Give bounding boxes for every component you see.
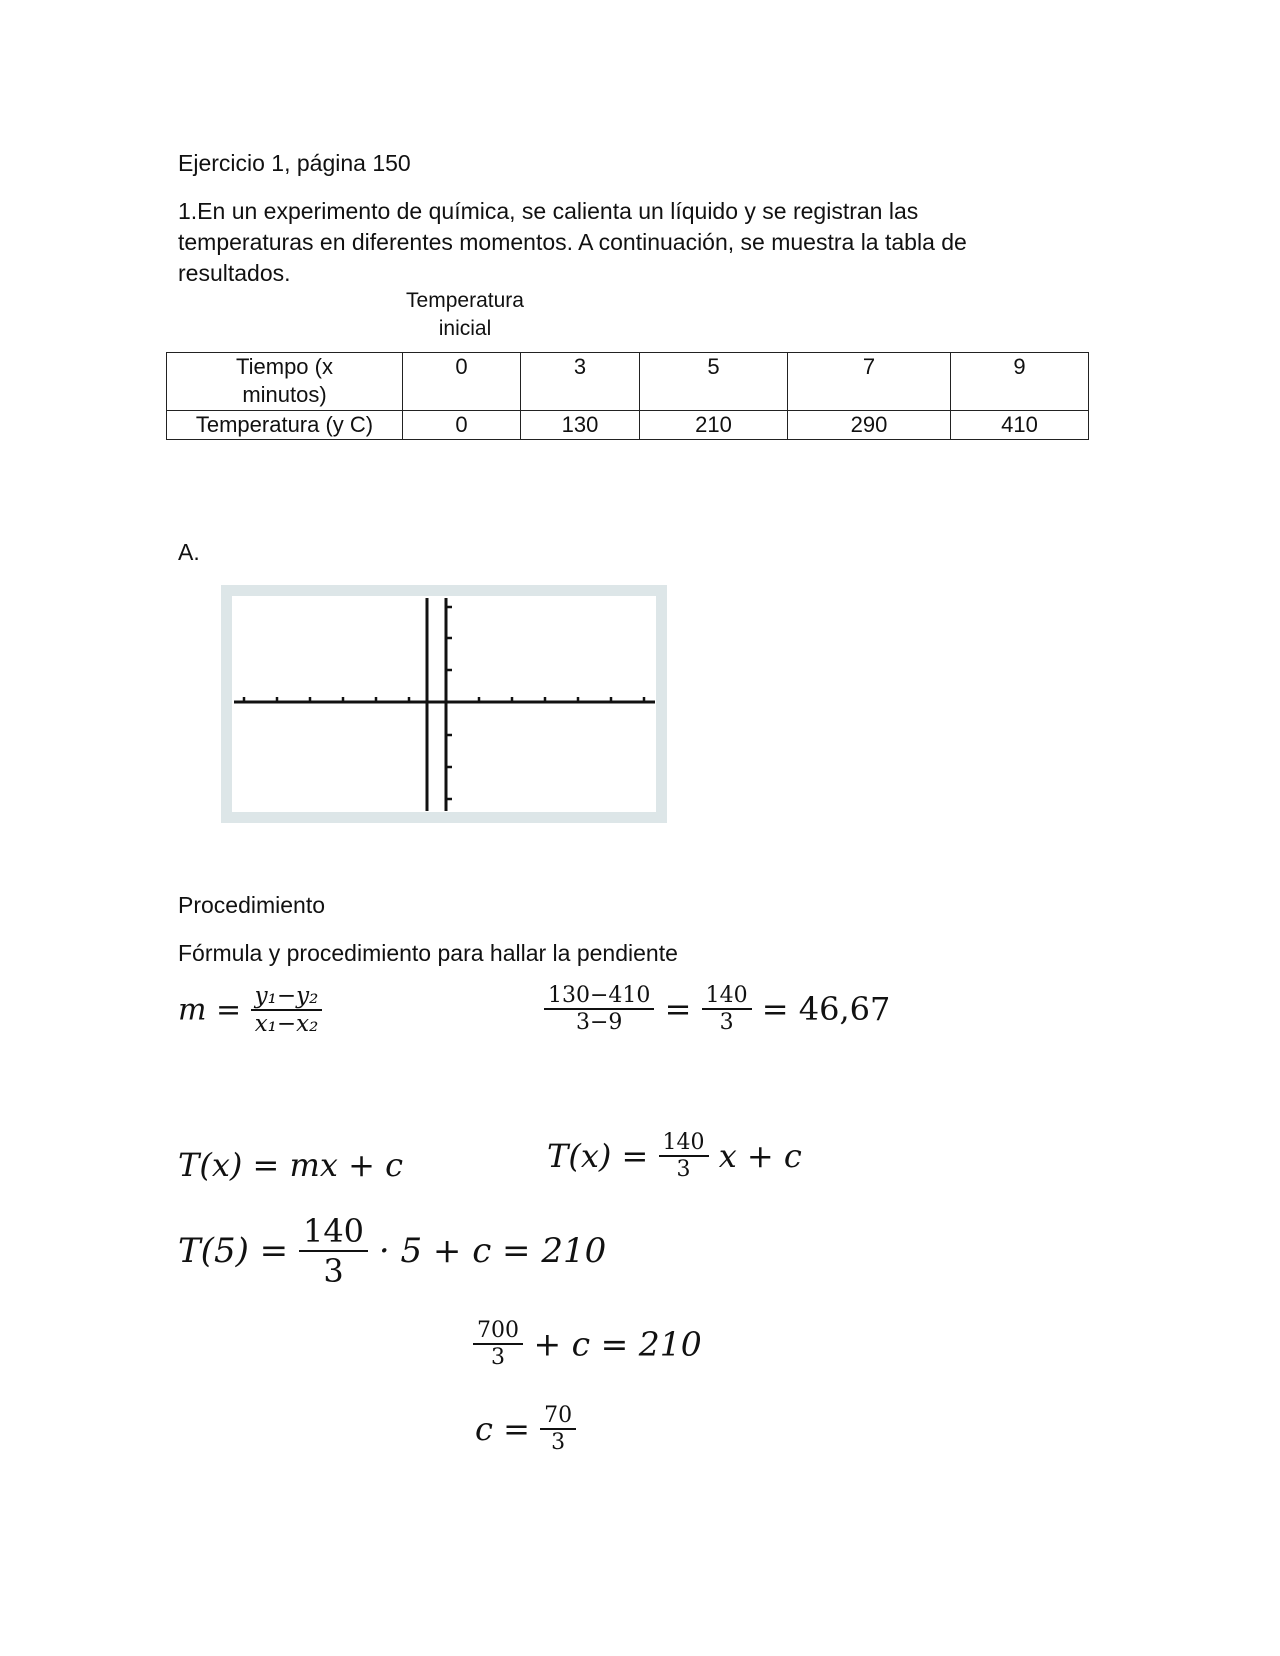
- table-note: [395, 287, 535, 343]
- t5-numerator: 140: [299, 1212, 368, 1252]
- slope-formula: [178, 983, 322, 1037]
- calc-fraction-1: [544, 983, 654, 1035]
- table-cell: 3: [521, 353, 640, 411]
- time-label-line-2: minutos): [242, 382, 327, 407]
- tx-denominator: 3: [676, 1157, 691, 1182]
- step-700: [473, 1318, 702, 1370]
- page-heading: Ejercicio 1, página 150: [178, 150, 411, 176]
- graph-area: [232, 596, 656, 812]
- table-cell: 290: [788, 411, 951, 440]
- tx-rhs: x + c: [718, 1137, 802, 1175]
- calc-denominator-2: 3: [719, 1010, 734, 1035]
- table-cell: 0: [403, 411, 521, 440]
- table-cell-time-label: [167, 353, 403, 411]
- graph-image: [221, 585, 667, 823]
- table-note-line-1: Temperatura: [406, 289, 524, 312]
- c-denominator: 3: [551, 1430, 566, 1455]
- calc-denominator-1: 3−9: [575, 1010, 623, 1035]
- table-row-temperature: [167, 411, 1089, 440]
- linear-model: T(x) = mx + c: [178, 1146, 403, 1184]
- problem-line-2: temperaturas en diferentes momentos. A continuación, se muestra la tabla de: [178, 229, 967, 255]
- tx-fraction: [659, 1130, 709, 1182]
- c-fraction: [540, 1403, 576, 1455]
- step-700-numerator: 700: [473, 1318, 523, 1345]
- slope-numerator: y₁−y₂: [251, 983, 323, 1011]
- table-cell: 5: [640, 353, 788, 411]
- step-700-denominator: 3: [491, 1345, 505, 1370]
- tx-numerator: 140: [659, 1130, 709, 1157]
- table-row-time: [167, 353, 1089, 411]
- t5-denominator: 3: [323, 1252, 344, 1290]
- t5-fraction: [299, 1212, 368, 1290]
- results-table: [166, 352, 1089, 440]
- problem-line-3: resultados.: [178, 260, 291, 286]
- table-note-line-2: inicial: [438, 317, 492, 340]
- c-lhs: c =: [475, 1410, 530, 1448]
- t5-rhs: · 5 + c = 210: [378, 1231, 607, 1271]
- calc-result: = 46,67: [761, 990, 891, 1028]
- table-cell: 9: [951, 353, 1089, 411]
- step-700-rhs: + c = 210: [533, 1324, 702, 1364]
- calc-fraction-2: [702, 983, 752, 1035]
- calc-equals: =: [664, 990, 692, 1028]
- section-a-label: A.: [178, 539, 200, 565]
- t5-equation: [178, 1212, 606, 1290]
- slope-lhs: m =: [178, 992, 242, 1028]
- table-cell: 7: [788, 353, 951, 411]
- table-cell: 0: [403, 353, 521, 411]
- t5-lhs: T(5) =: [178, 1231, 289, 1271]
- tx-equation: [547, 1130, 802, 1182]
- step-700-fraction: [473, 1318, 523, 1370]
- time-label-line-1: Tiempo (x: [236, 354, 333, 379]
- table-cell: 410: [951, 411, 1089, 440]
- tx-lhs: T(x) =: [547, 1137, 649, 1175]
- table-cell: 210: [640, 411, 788, 440]
- c-numerator: 70: [540, 1403, 576, 1430]
- procedure-title: Procedimiento: [178, 892, 326, 918]
- table-cell-temperature-label: Temperatura (y C): [167, 411, 403, 440]
- calc-numerator-2: 140: [702, 983, 752, 1010]
- slope-fraction: [251, 983, 323, 1037]
- slope-calculation: [544, 983, 890, 1035]
- slope-denominator: x₁−x₂: [254, 1011, 319, 1037]
- table-cell: 130: [521, 411, 640, 440]
- c-result: [475, 1403, 576, 1455]
- calc-numerator-1: 130−410: [544, 983, 654, 1010]
- problem-line-1: 1.En un experimento de química, se calienta un líquido y se registran las: [178, 198, 919, 224]
- slope-title: Fórmula y procedimiento para hallar la pendiente: [178, 940, 678, 966]
